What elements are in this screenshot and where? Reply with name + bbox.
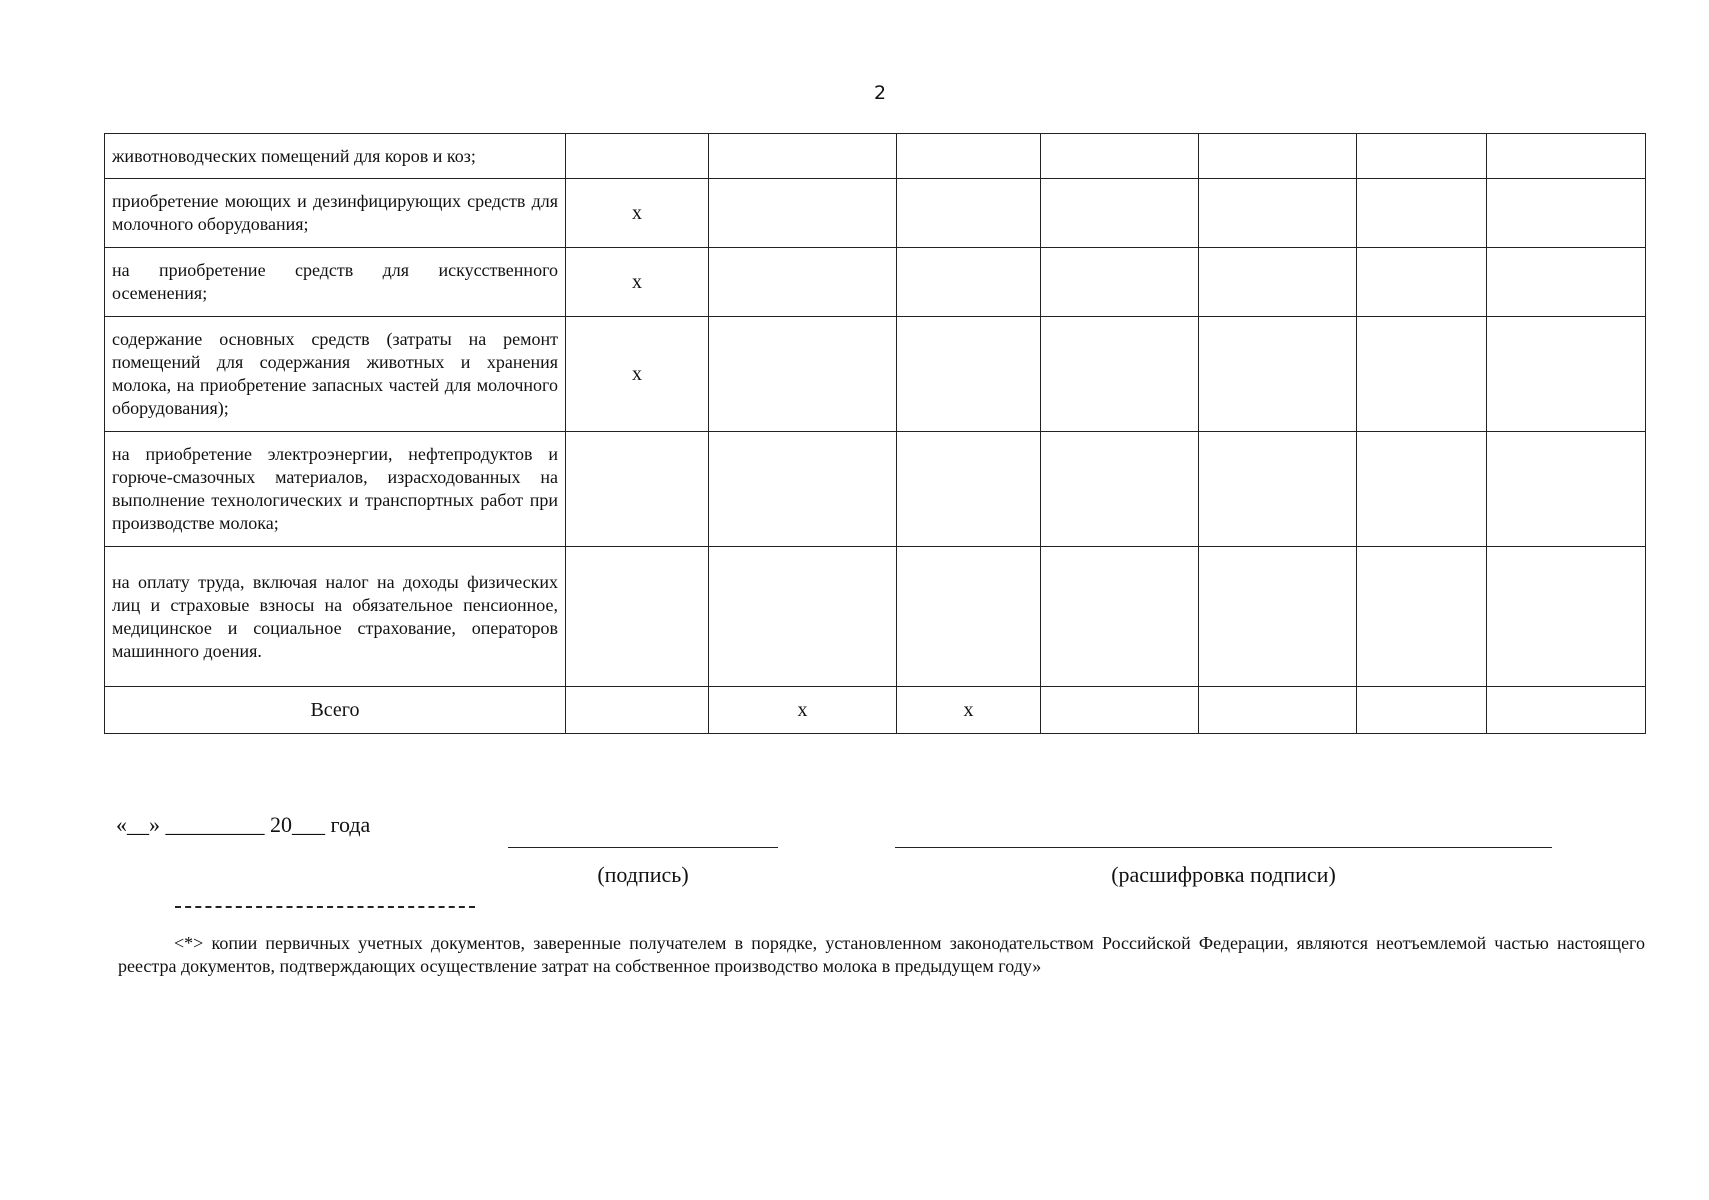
table-cell <box>1041 687 1199 734</box>
footnote-separator <box>175 906 475 908</box>
signature-decoding-line <box>895 847 1552 848</box>
table-cell <box>1487 432 1646 547</box>
table-cell: x <box>566 248 709 317</box>
table-cell <box>566 687 709 734</box>
table-cell <box>1487 179 1646 248</box>
table-cell <box>1487 317 1646 432</box>
table-cell <box>897 248 1041 317</box>
table-cell <box>897 317 1041 432</box>
table-cell: x <box>566 317 709 432</box>
signature-caption: (подпись) <box>597 862 689 887</box>
table-cell <box>709 432 897 547</box>
table-cell <box>709 134 897 179</box>
table-cell <box>1041 134 1199 179</box>
table-cell <box>1041 432 1199 547</box>
table-row <box>105 432 1646 547</box>
table-cell <box>566 547 709 687</box>
table-cell: x <box>709 687 897 734</box>
table-row <box>105 134 1646 179</box>
table-cell <box>1199 248 1357 317</box>
table-cell <box>897 432 1041 547</box>
row-description: приобретение моющих и дезинфицирующих средств для молочного оборудования; <box>105 179 566 248</box>
table-cell: x <box>897 687 1041 734</box>
table-cell <box>1357 687 1487 734</box>
table-cell <box>1357 432 1487 547</box>
table-cell <box>566 432 709 547</box>
row-description: животноводческих помещений для коров и коз; <box>105 134 566 179</box>
table-row <box>105 317 1646 432</box>
table-cell <box>897 547 1041 687</box>
signature-decoding-caption: (расшифровка подписи) <box>1111 862 1336 887</box>
table-row <box>105 179 1646 248</box>
row-description: на приобретение электроэнергии, нефтепродуктов и горюче-смазочных материалов, израсходованных на выполнение технологических и транспортных работ при производстве молока; <box>105 432 566 547</box>
table-cell <box>1487 687 1646 734</box>
signature-line <box>508 847 778 848</box>
row-description: содержание основных средств (затраты на ремонт помещений для содержания животных и хранения молока, на приобретение запасных частей для молочного оборудования); <box>105 317 566 432</box>
table-cell <box>709 179 897 248</box>
table-cell <box>1199 134 1357 179</box>
table-cell <box>1487 248 1646 317</box>
total-row <box>105 687 1646 734</box>
date-line: «__» _________ 20___ года <box>116 812 371 837</box>
table-row <box>105 248 1646 317</box>
table-cell <box>1487 134 1646 179</box>
table-cell <box>897 179 1041 248</box>
table-cell <box>1357 248 1487 317</box>
table-cell <box>1199 432 1357 547</box>
table-cell <box>1357 547 1487 687</box>
table-cell <box>566 134 709 179</box>
table-cell <box>709 547 897 687</box>
row-description: на приобретение средств для искусственного осеменения; <box>105 248 566 317</box>
table-cell <box>1199 317 1357 432</box>
table-cell <box>709 317 897 432</box>
table-cell <box>1357 134 1487 179</box>
table-cell <box>1357 317 1487 432</box>
table-cell: x <box>566 179 709 248</box>
table-row <box>105 547 1646 687</box>
total-label: Всего <box>105 687 566 734</box>
table-cell <box>1041 547 1199 687</box>
table-cell <box>1041 248 1199 317</box>
table-cell <box>1487 547 1646 687</box>
table-cell <box>1041 317 1199 432</box>
footnote-text: <*> копии первичных учетных документов, заверенные получателем в порядке, установленном законодательством Российской Федерации, являются неотъемлемой частью настоящего реестра документов, подтверждающих осуществление затрат на собственное производство молока в предыдущем году» <box>118 933 1645 976</box>
expense-registry-table <box>104 133 1646 734</box>
table-cell <box>897 134 1041 179</box>
row-description: на оплату труда, включая налог на доходы физических лиц и страховые взносы на обязательное пенсионное, медицинское и социальное страхование, операторов машинного доения. <box>105 547 566 687</box>
table-cell <box>1357 179 1487 248</box>
page-number: 2 <box>873 82 887 104</box>
table-cell <box>1041 179 1199 248</box>
table-cell <box>709 248 897 317</box>
table-cell <box>1199 687 1357 734</box>
table-cell <box>1199 179 1357 248</box>
table-cell <box>1199 547 1357 687</box>
